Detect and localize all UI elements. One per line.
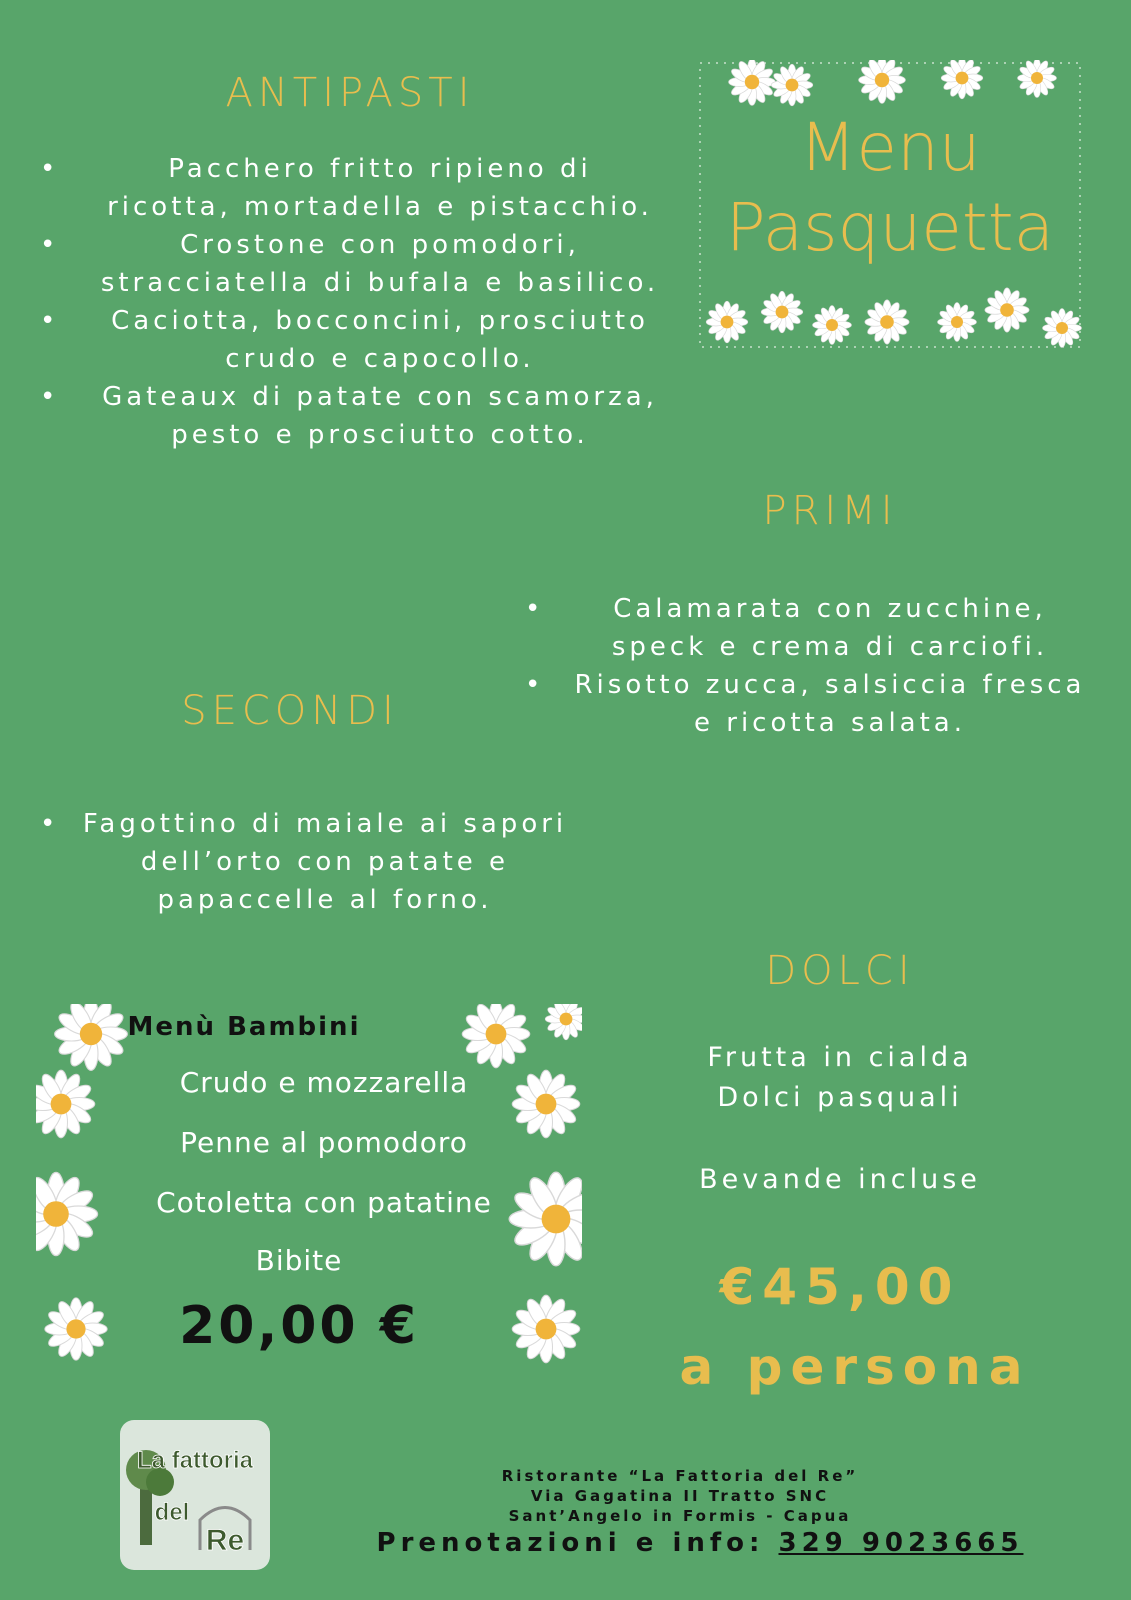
restaurant-address: Via Gagatina II Tratto SNC — [530, 1487, 830, 1505]
drinks-included: Bevande incluse — [699, 1164, 981, 1195]
svg-text:Re: Re — [205, 1524, 245, 1557]
title-card — [697, 60, 1083, 350]
kids-price: 20,00 € — [179, 1296, 419, 1356]
secondi-heading: SECONDI — [181, 688, 399, 734]
logo-image — [120, 1420, 270, 1570]
list-item: • Risotto zucca, salsiccia fresca e ricotta salata. — [525, 670, 1086, 738]
restaurant-logo — [120, 1420, 270, 1570]
kids-item: Cotoletta con patatine — [156, 1186, 492, 1219]
dolci-item: Dolci pasquali — [717, 1082, 963, 1113]
kids-item: Bibite — [255, 1244, 343, 1277]
svg-text:La fattoria: La fattoria — [136, 1447, 254, 1474]
antipasti-heading: ANTIPASTI — [225, 70, 475, 116]
svg-text:del: del — [154, 1499, 190, 1526]
antipasti-list — [40, 150, 660, 454]
booking-info — [300, 1528, 1100, 1558]
secondi-list — [40, 805, 580, 919]
primi-list — [525, 590, 1095, 742]
menu-price: €45,00 — [719, 1258, 961, 1316]
list-item: • Crostone con pomodori, stracciatella di bufala e basilico. — [40, 230, 660, 298]
booking-label: Prenotazioni e info: — [376, 1528, 765, 1558]
price-unit: a persona — [679, 1338, 1031, 1396]
dolci-heading: DOLCI — [765, 948, 915, 994]
kids-menu-card — [36, 1004, 582, 1380]
kids-item: Crudo e mozzarella — [179, 1066, 469, 1099]
restaurant-name: Ristorante “La Fattoria del Re” — [501, 1467, 859, 1485]
kids-item: Penne al pomodoro — [180, 1126, 468, 1159]
primi-heading: PRIMI — [762, 488, 898, 534]
restaurant-city: Sant’Angelo in Formis - Capua — [508, 1507, 852, 1525]
kids-menu-heading: Menù Bambini — [127, 1012, 361, 1042]
list-item: • Gateaux di patate con scamorza, pesto e prosciutto cotto. — [40, 382, 658, 450]
phone-number[interactable]: 329 9023665 — [778, 1528, 1024, 1558]
dolci-item: Frutta in cialda — [707, 1042, 973, 1073]
list-item: • Calamarata con zucchine, speck e crema di carciofi. — [525, 594, 1049, 662]
list-item: • Caciotta, bocconcini, prosciutto crudo e capocollo. — [40, 306, 649, 374]
list-item: • Pacchero fritto ripieno di ricotta, mortadella e pistacchio. — [40, 154, 653, 222]
list-item: • Fagottino di maiale ai sapori dell’orto con patate e papaccelle al forno. — [40, 809, 568, 915]
menu-title: Menu Pasquetta — [725, 109, 1055, 266]
